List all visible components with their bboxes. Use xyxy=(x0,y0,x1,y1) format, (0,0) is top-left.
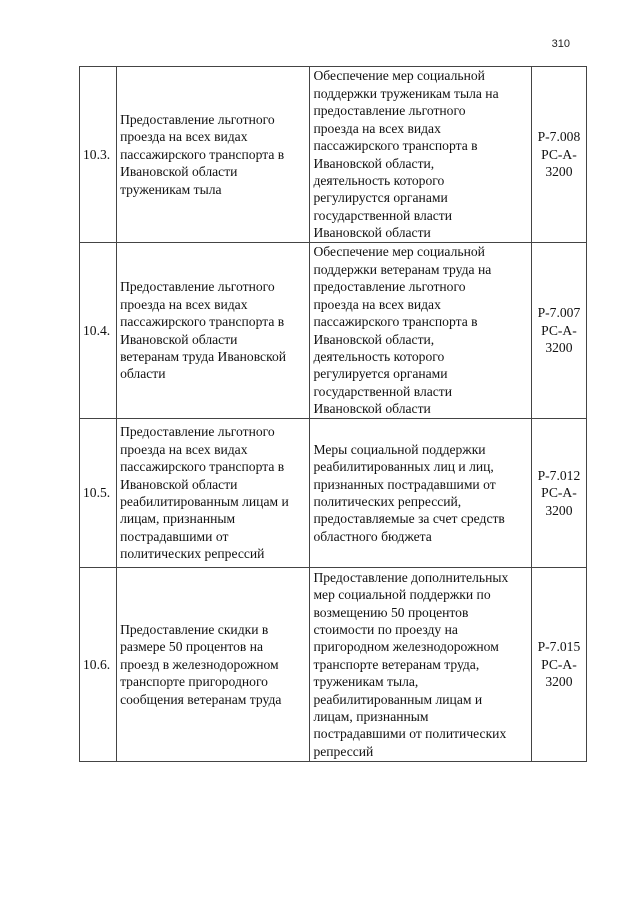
measure-code: Р-7.008 РС-А- 3200 xyxy=(531,67,586,243)
page-number: 310 xyxy=(551,38,570,50)
measure-code: Р-7.007 РС-А- 3200 xyxy=(531,243,586,419)
table-row xyxy=(80,67,587,243)
measure-name: Предоставление скидки в размере 50 процентов на проезд в железнодорожном транспорте пригородного сообщения ветеранам труда xyxy=(117,568,310,762)
measure-name: Предоставление льготного проезда на всех видах пассажирского транспорта в Ивановской области реабилитированным лицам и лицам, признанным пострадавшими от политических репрессий xyxy=(117,419,310,568)
row-number: 10.3. xyxy=(80,67,117,243)
table-row xyxy=(80,243,587,419)
table-row xyxy=(80,419,587,568)
measure-description: Обеспечение мер социальной поддержки труженикам тыла на предоставление льготного проезда на всех видах пассажирского транспорта в Ивановской области, деятельность которого регулирустся органами государственной власти Ивановской области xyxy=(310,67,531,243)
row-number: 10.5. xyxy=(80,419,117,568)
row-number: 10.4. xyxy=(80,243,117,419)
measure-name: Предоставление льготного проезда на всех видах пассажирского транспорта в Ивановской области ветеранам труда Ивановской области xyxy=(117,243,310,419)
measure-description: Меры социальной поддержки реабилитированных лиц и лиц, признанных пострадавшими от политических репрессий, предоставляемые за счет средств областного бюджета xyxy=(310,419,531,568)
measure-description: Обеспечение мер социальной поддержки ветеранам труда на предоставление льготного проезда на всех видах пассажирского транспорта в Ивановской области, деятельность которого регулируется органами государственной власти Ивановской области xyxy=(310,243,531,419)
measure-code: Р-7.015 РС-А- 3200 xyxy=(531,568,586,762)
measure-description: Предоставление дополнительных мер социальной поддержки по возмещению 50 процентов стоимости по проезду на пригородном железнодорожном транспорте ветеранам труда, труженикам тыла, реабилитированным лицам и лицам, признанным пострадавшими от политических репрессий xyxy=(310,568,531,762)
table-row xyxy=(80,568,587,762)
measure-code: Р-7.012 РС-А- 3200 xyxy=(531,419,586,568)
row-number: 10.6. xyxy=(80,568,117,762)
measure-name: Предоставление льготного проезда на всех видах пассажирского транспорта в Ивановской области труженикам тыла xyxy=(117,67,310,243)
benefits-table xyxy=(79,66,587,762)
